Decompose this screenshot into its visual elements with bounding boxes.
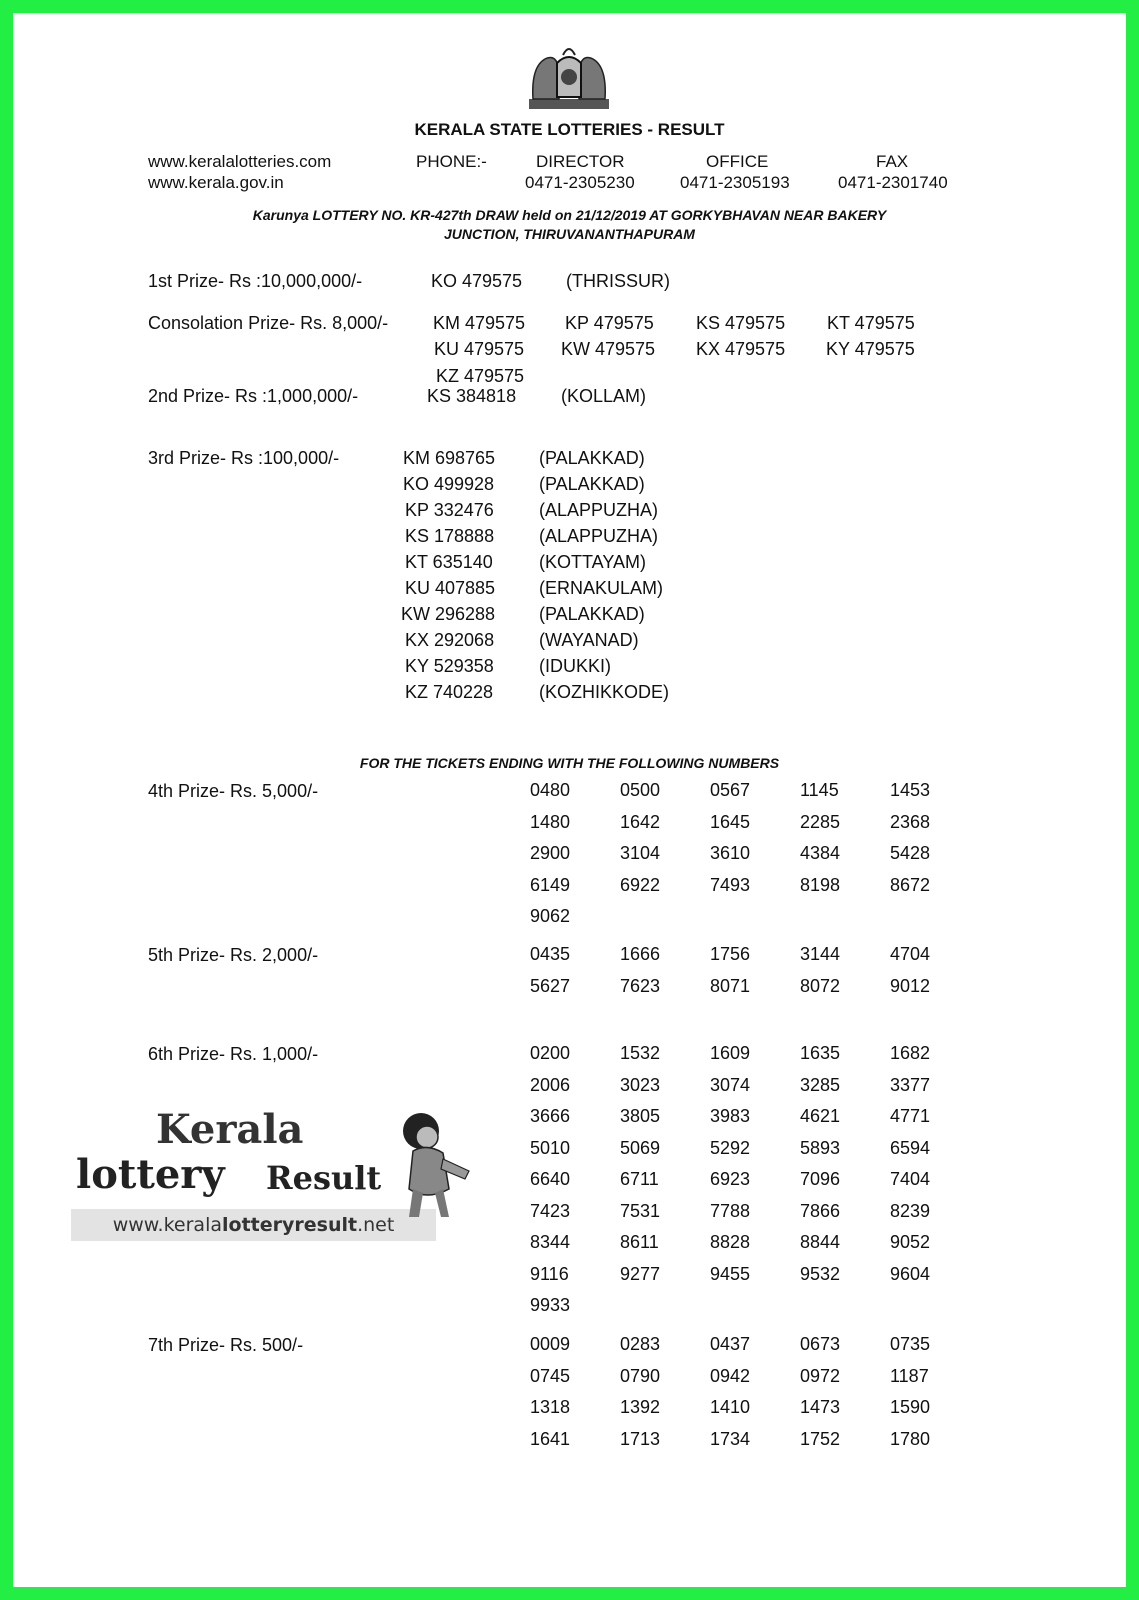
draw-line-2: JUNCTION, THIRUVANANTHAPURAM <box>444 226 695 242</box>
watermark-word-kerala: Kerala <box>156 1106 304 1153</box>
ticket-number: 1453 <box>890 780 931 800</box>
third-prize-place: (IDUKKI) <box>539 656 611 676</box>
consolation-ticket: KX 479575 <box>696 339 786 359</box>
ticket-number: 1473 <box>800 1397 841 1417</box>
ticket-number: 9604 <box>890 1263 931 1284</box>
ticket-number: 8071 <box>710 975 751 996</box>
ticket-number: 1318 <box>530 1397 571 1417</box>
ticket-number: 9933 <box>530 1295 571 1315</box>
ticket-number: 5627 <box>530 975 571 996</box>
fifth-prize-numbers <box>530 939 980 1002</box>
ticket-number: 7493 <box>710 874 751 895</box>
third-prize-place: (KOZHIKKODE) <box>539 682 670 702</box>
ticket-number: 7623 <box>620 975 661 996</box>
consolation-ticket: KP 479575 <box>565 313 654 333</box>
first-prize-place: (THRISSUR) <box>566 271 670 291</box>
ticket-number: 9277 <box>620 1263 661 1284</box>
ticket-number: 9532 <box>800 1263 841 1284</box>
ticket-number: 7866 <box>800 1200 841 1221</box>
watermark-word-result: Result <box>266 1159 382 1197</box>
ticket-number: 0567 <box>710 780 751 800</box>
consolation-ticket: KT 479575 <box>827 313 915 333</box>
ticket-number: 9116 <box>530 1263 569 1284</box>
ticket-number: 1645 <box>710 811 751 832</box>
ticket-number: 1641 <box>530 1428 571 1449</box>
ticket-number: 4704 <box>890 944 931 964</box>
ticket-number: 1145 <box>800 780 839 800</box>
second-prize-ticket: KS 384818 <box>427 386 517 406</box>
watermark-url-suffix: .net <box>357 1214 395 1236</box>
website-link-1[interactable]: www.keralalotteries.com <box>148 152 332 171</box>
ticket-number: 1752 <box>800 1428 841 1449</box>
ticket-number: 1666 <box>620 944 661 964</box>
ticket-number: 2285 <box>800 811 841 832</box>
third-prize-place: (ALAPPUZHA) <box>539 500 659 520</box>
ticket-number: 8239 <box>890 1200 931 1221</box>
fax-phone: 0471-2301740 <box>838 173 948 192</box>
ticket-number: 3285 <box>800 1074 841 1095</box>
watermark-url <box>71 1209 436 1241</box>
ticket-number: 0500 <box>620 780 661 800</box>
director-label: DIRECTOR <box>536 152 625 171</box>
ticket-number: 4621 <box>800 1106 841 1126</box>
ticket-number: 6594 <box>890 1137 931 1158</box>
draw-line-1: Karunya LOTTERY NO. KR-427th DRAW held on 21/12/2019 AT GORKYBHAVAN NEAR BAKERY <box>252 207 887 223</box>
ticket-number: 6149 <box>530 874 571 895</box>
ticket-number: 7404 <box>890 1169 931 1189</box>
third-prize-ticket: KS 178888 <box>405 526 495 546</box>
third-prize-place: (WAYANAD) <box>539 630 639 650</box>
fax-label: FAX <box>876 152 909 171</box>
third-prize-place: (PALAKKAD) <box>539 474 645 494</box>
ticket-number: 5069 <box>620 1137 661 1158</box>
ticket-number: 3377 <box>890 1074 931 1095</box>
third-prize-ticket: KY 529358 <box>405 656 494 676</box>
page-title: KERALA STATE LOTTERIES - RESULT <box>414 120 725 139</box>
ticket-number: 5428 <box>890 843 931 863</box>
ticket-number: 6711 <box>620 1169 659 1189</box>
draw-details <box>13 206 1126 244</box>
ticket-number: 5893 <box>800 1137 841 1158</box>
sixth-prize-numbers <box>530 1038 980 1322</box>
consolation-ticket: KY 479575 <box>826 339 915 359</box>
seventh-prize-numbers <box>530 1329 980 1455</box>
ticket-number: 0942 <box>710 1365 751 1386</box>
result-sheet <box>13 13 1126 1587</box>
third-prize-ticket: KM 698765 <box>403 448 496 468</box>
ticket-number: 8344 <box>530 1232 571 1252</box>
ticket-number: 9455 <box>710 1263 751 1284</box>
ticket-number: 0435 <box>530 944 571 964</box>
ticket-number: 2368 <box>890 811 931 832</box>
ticket-number: 1713 <box>620 1428 661 1449</box>
fourth-prize-numbers <box>530 775 980 933</box>
ticket-number: 8828 <box>710 1232 751 1252</box>
consolation-ticket: KW 479575 <box>561 339 656 359</box>
ticket-number: 5292 <box>710 1137 751 1158</box>
ticket-number: 1609 <box>710 1043 751 1063</box>
ticket-number: 6640 <box>530 1169 571 1189</box>
third-prize-ticket: KT 635140 <box>405 552 493 572</box>
third-prize-ticket: KZ 740228 <box>405 682 494 702</box>
watermark-url-lottery: lottery <box>222 1214 295 1236</box>
ticket-number: 3104 <box>620 843 661 863</box>
fifth-prize-label: 5th Prize- Rs. 2,000/- <box>148 945 319 965</box>
sixth-prize-label: 6th Prize- Rs. 1,000/- <box>148 1044 319 1064</box>
first-prize-ticket: KO 479575 <box>431 271 523 291</box>
ticket-number: 3023 <box>620 1074 661 1095</box>
office-label: OFFICE <box>706 152 769 171</box>
ticket-number: 0437 <box>710 1334 751 1354</box>
ticket-number: 1410 <box>710 1397 751 1417</box>
ticket-number: 0673 <box>800 1334 841 1354</box>
ticket-number: 0745 <box>530 1365 571 1386</box>
ticket-number: 8198 <box>800 874 841 895</box>
ticket-number: 3805 <box>620 1106 661 1126</box>
ticket-number: 3144 <box>800 944 841 964</box>
ticket-number: 8672 <box>890 874 931 895</box>
ticket-number: 8611 <box>620 1232 659 1252</box>
third-prize-ticket: KO 499928 <box>403 474 495 494</box>
ticket-number: 1392 <box>620 1397 661 1417</box>
ticket-number: 1642 <box>620 811 661 832</box>
first-prize-label: 1st Prize- Rs :10,000,000/- <box>148 271 363 291</box>
ticket-number: 2006 <box>530 1074 571 1095</box>
consolation-prize-label: Consolation Prize- Rs. 8,000/- <box>148 313 389 333</box>
ticket-number: 1734 <box>710 1428 751 1449</box>
ticket-number: 9052 <box>890 1232 931 1252</box>
seventh-prize-label: 7th Prize- Rs. 500/- <box>148 1335 304 1355</box>
third-prize-place: (KOTTAYAM) <box>539 552 646 572</box>
ticket-number: 0790 <box>620 1365 661 1386</box>
ticket-number: 6922 <box>620 874 661 895</box>
ticket-number: 0735 <box>890 1334 931 1354</box>
kerala-lottery-result-watermark <box>71 1106 471 1254</box>
consolation-ticket: KS 479575 <box>696 313 786 333</box>
office-phone: 0471-2305193 <box>680 173 790 192</box>
ticket-number: 1635 <box>800 1043 841 1063</box>
second-prize-label: 2nd Prize- Rs :1,000,000/- <box>148 386 359 406</box>
ticket-number: 1780 <box>890 1428 931 1449</box>
fourth-prize-label: 4th Prize- Rs. 5,000/- <box>148 781 319 801</box>
ticket-number: 0480 <box>530 780 571 800</box>
ticket-number: 9062 <box>530 906 571 926</box>
ticket-number: 7531 <box>620 1200 661 1221</box>
third-prize-ticket: KW 296288 <box>401 604 496 624</box>
ticket-number: 0972 <box>800 1365 841 1386</box>
third-prize-place: (ALAPPUZHA) <box>539 526 659 546</box>
ticket-number: 7423 <box>530 1200 571 1221</box>
ticket-number: 6923 <box>710 1169 751 1189</box>
third-prize-ticket: KX 292068 <box>405 630 495 650</box>
mascot-king-icon <box>383 1109 475 1221</box>
ticket-number: 3074 <box>710 1074 751 1095</box>
ticket-number: 1187 <box>890 1365 929 1386</box>
ticket-number: 5010 <box>530 1137 571 1158</box>
ticket-number: 3610 <box>710 843 751 863</box>
ticket-number: 0009 <box>530 1334 571 1354</box>
third-prize-ticket: KU 407885 <box>405 578 496 598</box>
ticket-number: 4384 <box>800 843 841 863</box>
ticket-number: 3983 <box>710 1106 751 1126</box>
ticket-number: 1756 <box>710 944 751 964</box>
ticket-number: 2900 <box>530 843 571 863</box>
ending-numbers-note: FOR THE TICKETS ENDING WITH THE FOLLOWING NUMBERS <box>359 755 780 771</box>
watermark-url-prefix: www.kerala <box>112 1214 222 1236</box>
third-prize-ticket: KP 332476 <box>405 500 494 520</box>
phone-label: PHONE:- <box>416 152 487 171</box>
ticket-number: 7096 <box>800 1169 841 1189</box>
ticket-number: 9012 <box>890 975 931 996</box>
watermark-url-result: result <box>294 1214 358 1236</box>
ticket-number: 8844 <box>800 1232 841 1252</box>
third-prize-place: (ERNAKULAM) <box>539 578 664 598</box>
ticket-number: 4771 <box>890 1106 931 1126</box>
consolation-ticket: KU 479575 <box>434 339 525 359</box>
kerala-emblem-icon <box>523 37 615 113</box>
second-prize-place: (KOLLAM) <box>561 386 647 406</box>
ticket-number: 0283 <box>620 1334 661 1354</box>
ticket-number: 0200 <box>530 1043 571 1063</box>
consolation-ticket: KZ 479575 <box>436 366 525 386</box>
ticket-number: 1480 <box>530 811 571 832</box>
ticket-number: 1682 <box>890 1043 931 1063</box>
ticket-number: 1590 <box>890 1397 931 1417</box>
ticket-number: 3666 <box>530 1106 571 1126</box>
third-prize-place: (PALAKKAD) <box>539 604 645 624</box>
website-link-2[interactable]: www.kerala.gov.in <box>148 173 284 192</box>
consolation-ticket: KM 479575 <box>433 313 526 333</box>
director-phone: 0471-2305230 <box>525 173 635 192</box>
ticket-number: 7788 <box>710 1200 751 1221</box>
watermark-word-lottery: lottery <box>76 1151 225 1198</box>
third-prize-label: 3rd Prize- Rs :100,000/- <box>148 448 340 468</box>
ticket-number: 8072 <box>800 975 841 996</box>
third-prize-place: (PALAKKAD) <box>539 448 645 468</box>
ticket-number: 1532 <box>620 1043 661 1063</box>
